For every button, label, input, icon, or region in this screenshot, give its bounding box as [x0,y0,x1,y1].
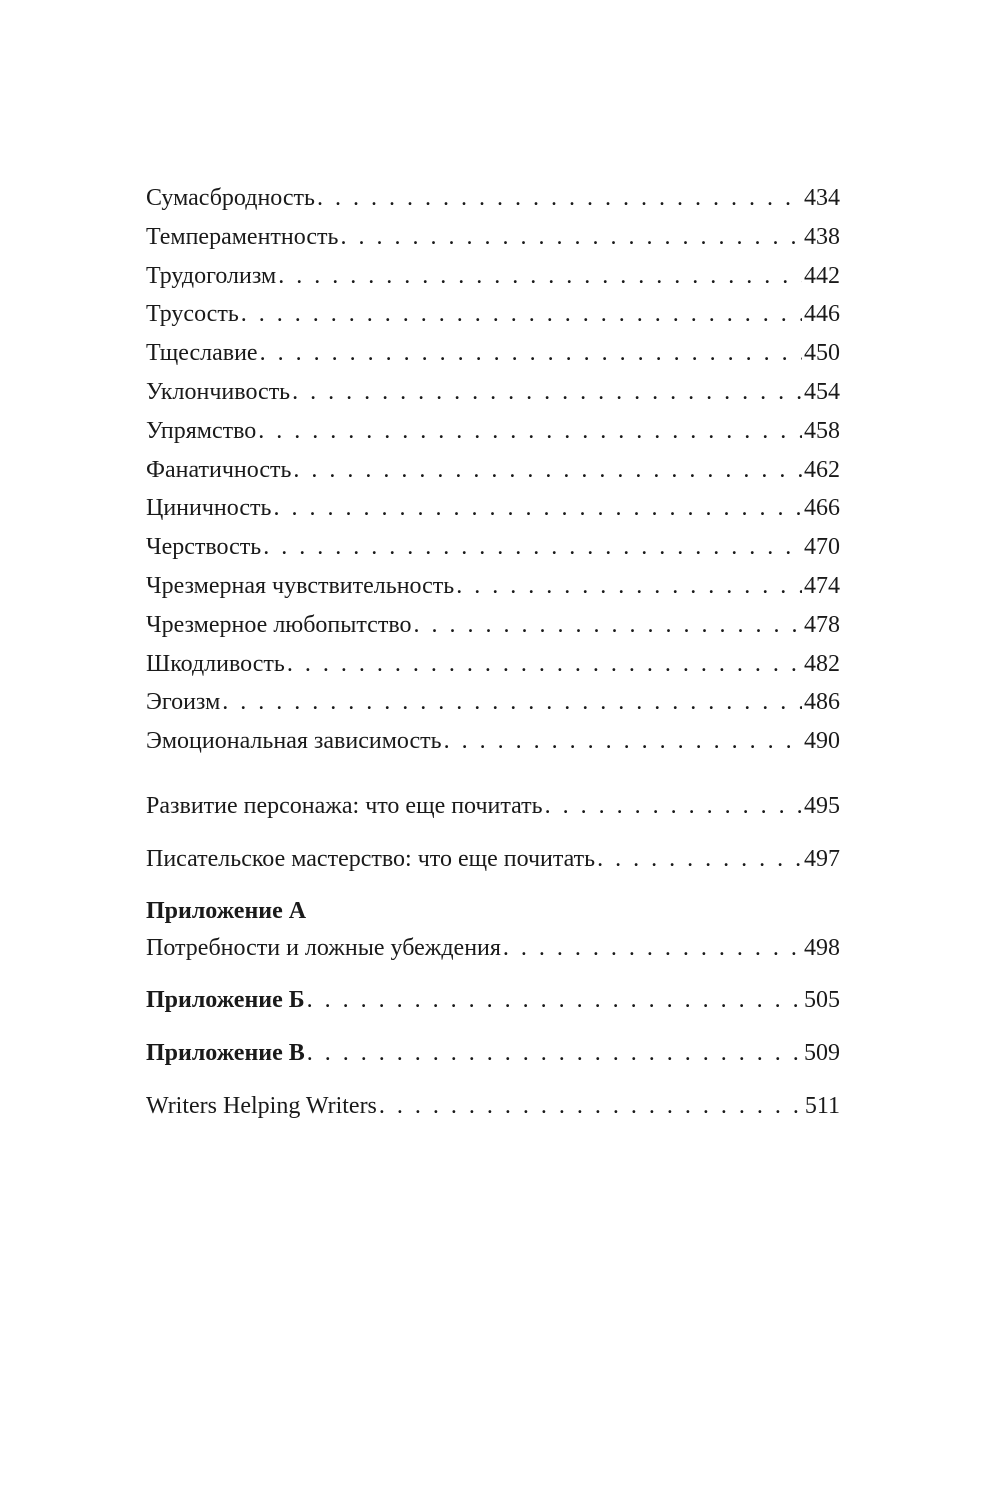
toc-entry-page: 495 [804,792,840,819]
dot-leader [340,218,802,257]
toc-entry-title: Тщеславие [146,340,258,367]
toc-entry-title: Эгоизм [146,689,221,716]
dot-leader [414,606,803,645]
dot-leader [456,567,802,606]
section-spacer [146,1020,840,1034]
toc-entry-page: 470 [804,534,840,561]
toc-entry-page: 458 [804,417,840,444]
toc-entry-title: Циничность [146,495,272,522]
toc-entry-page: 450 [804,340,840,367]
toc-entry [146,606,840,645]
toc-entry-title: Черствость [146,534,262,561]
toc-entry-title: Развитие персонажа: что еще почитать [146,792,543,819]
toc-entry [146,645,840,684]
section-spacer [146,826,840,840]
dot-leader [379,1087,803,1126]
toc-entry-page: 438 [804,223,840,250]
dot-leader [317,179,802,218]
toc-entry-appendix-c [146,1034,840,1073]
toc-entry-title: Трудоголизм [146,262,277,289]
toc-entry-page: 478 [804,611,840,638]
toc-entry-title: Потребности и ложные убеждения [146,934,501,961]
toc-entry-title: Писательское мастерство: что еще почитать [146,845,596,872]
toc-entry [146,528,840,567]
toc-entry [146,412,840,451]
dot-leader [293,451,802,490]
toc-entry-page: 497 [804,845,840,872]
toc-entry-title: Writers Helping Writers [146,1092,377,1119]
toc-entry-title: Эмоциональная зависимость [146,728,442,755]
section-spacer [146,761,840,787]
toc-entry-further-reading-craft [146,840,840,879]
toc-entry-title: Трусость [146,301,239,328]
toc-entry-title: Уклончивость [146,378,291,405]
toc-entry [146,218,840,257]
toc-entry [146,683,840,722]
dot-leader [307,1034,802,1073]
toc-entry-page: 505 [804,987,840,1014]
dot-leader [263,528,802,567]
table-of-contents [146,179,840,1126]
toc-entry-title: Упрямство [146,417,257,444]
toc-entry-title: Сумасбродность [146,185,315,211]
toc-entry-page: 498 [804,934,840,961]
dot-leader [545,787,802,826]
toc-entry [146,489,840,528]
toc-entry-title: Фанатичность [146,456,292,483]
toc-entry-page: 442 [804,262,840,289]
toc-entry-title: Шкодливость [146,650,285,677]
appendix-a-heading: Приложение А [146,897,307,924]
section-spacer [146,967,840,981]
toc-entry-page: 486 [804,689,840,716]
toc-entry-title: Чрезмерная чувствительность [146,572,455,599]
toc-entry-page: 482 [804,650,840,677]
toc-entry-title: Чрезмерное любопытство [146,611,412,638]
toc-entry-page: 434 [804,185,840,211]
toc-entry-page: 454 [804,378,840,405]
toc-entry [146,295,840,334]
dot-leader [222,683,802,722]
toc-entry-further-reading-character [146,787,840,826]
toc-entry-title: Приложение Б [146,987,305,1014]
toc-entry [146,257,840,296]
toc-entry [146,567,840,606]
toc-entry [146,373,840,412]
toc-entry-page: 509 [804,1040,840,1067]
dot-leader [260,334,802,373]
dot-leader [287,645,802,684]
toc-entry [146,179,840,218]
toc-entry-page: 446 [804,301,840,328]
dot-leader [503,929,802,968]
toc-entry [146,722,840,761]
dot-leader [597,840,802,879]
dot-leader [273,489,802,528]
toc-entry-page: 466 [804,495,840,522]
dot-leader [292,373,802,412]
toc-entry-page: 511 [804,1092,840,1119]
toc-entry-page: 474 [804,572,840,599]
toc-entry-appendix-a [146,929,840,968]
toc-entry [146,451,840,490]
toc-entry-writers-helping-writers [146,1087,840,1126]
section-spacer [146,1073,840,1087]
toc-entry-appendix-b [146,981,840,1020]
dot-leader [241,295,802,334]
dot-leader [278,257,802,296]
toc-entry [146,334,840,373]
dot-leader [444,722,802,761]
dot-leader [258,412,802,451]
toc-entry-title: Приложение В [146,1040,305,1067]
section-spacer [146,879,840,893]
toc-entry-page: 490 [804,728,840,755]
toc-entry-title: Темпераментность [146,223,339,250]
toc-entry-page: 462 [804,456,840,483]
dot-leader [307,981,802,1020]
